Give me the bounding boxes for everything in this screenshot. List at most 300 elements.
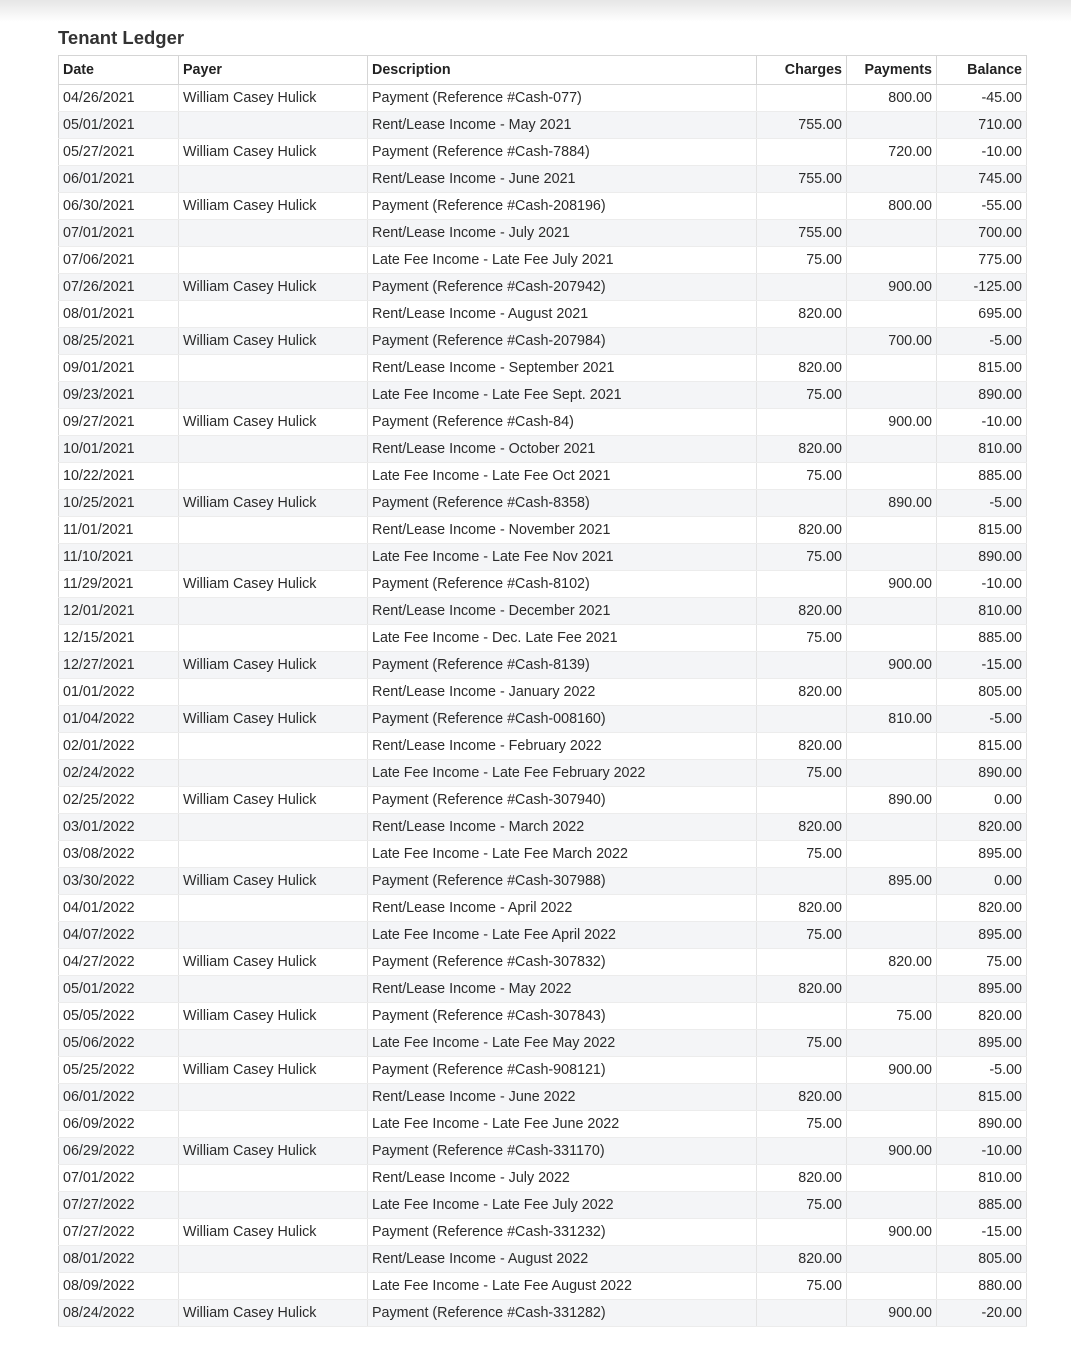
cell-payer: William Casey Hulick (179, 706, 368, 733)
table-row (59, 625, 1027, 652)
cell-payments (847, 1111, 937, 1138)
cell-description: Rent/Lease Income - July 2021 (368, 220, 757, 247)
cell-description: Payment (Reference #Cash-8358) (368, 490, 757, 517)
table-row (59, 1192, 1027, 1219)
cell-description: Payment (Reference #Cash-331232) (368, 1219, 757, 1246)
cell-payer (179, 220, 368, 247)
cell-balance: 895.00 (937, 976, 1027, 1003)
cell-balance: -45.00 (937, 85, 1027, 112)
cell-date: 07/26/2021 (59, 274, 179, 301)
cell-date: 11/10/2021 (59, 544, 179, 571)
cell-payments: 800.00 (847, 193, 937, 220)
cell-payer (179, 841, 368, 868)
cell-balance: 745.00 (937, 166, 1027, 193)
cell-description: Rent/Lease Income - July 2022 (368, 1165, 757, 1192)
cell-payments: 720.00 (847, 139, 937, 166)
cell-description: Rent/Lease Income - August 2021 (368, 301, 757, 328)
cell-balance: 805.00 (937, 1246, 1027, 1273)
cell-charges (757, 949, 847, 976)
table-row (59, 652, 1027, 679)
cell-payer: William Casey Hulick (179, 85, 368, 112)
cell-date: 08/01/2022 (59, 1246, 179, 1273)
cell-balance: 820.00 (937, 1003, 1027, 1030)
cell-date: 08/09/2022 (59, 1273, 179, 1300)
cell-date: 04/27/2022 (59, 949, 179, 976)
table-row (59, 355, 1027, 382)
cell-payments: 810.00 (847, 706, 937, 733)
cell-payments (847, 544, 937, 571)
cell-payments (847, 1246, 937, 1273)
cell-balance: 810.00 (937, 1165, 1027, 1192)
cell-payer (179, 247, 368, 274)
cell-charges: 75.00 (757, 1273, 847, 1300)
cell-payer: William Casey Hulick (179, 949, 368, 976)
table-row (59, 517, 1027, 544)
cell-description: Rent/Lease Income - May 2021 (368, 112, 757, 139)
cell-date: 05/01/2022 (59, 976, 179, 1003)
table-row (59, 571, 1027, 598)
cell-description: Rent/Lease Income - September 2021 (368, 355, 757, 382)
table-row (59, 1165, 1027, 1192)
cell-date: 02/25/2022 (59, 787, 179, 814)
table-row (59, 1057, 1027, 1084)
cell-charges (757, 787, 847, 814)
cell-payer: William Casey Hulick (179, 652, 368, 679)
cell-payments (847, 814, 937, 841)
cell-balance: 710.00 (937, 112, 1027, 139)
cell-date: 09/23/2021 (59, 382, 179, 409)
cell-payer (179, 895, 368, 922)
cell-payments (847, 598, 937, 625)
cell-description: Late Fee Income - Late Fee Oct 2021 (368, 463, 757, 490)
cell-date: 02/24/2022 (59, 760, 179, 787)
header-row (59, 56, 1027, 85)
table-row (59, 787, 1027, 814)
cell-balance: -20.00 (937, 1300, 1027, 1327)
cell-payer: William Casey Hulick (179, 193, 368, 220)
cell-balance: 805.00 (937, 679, 1027, 706)
cell-charges (757, 193, 847, 220)
cell-description: Payment (Reference #Cash-307832) (368, 949, 757, 976)
cell-charges: 820.00 (757, 1084, 847, 1111)
cell-balance: 885.00 (937, 1192, 1027, 1219)
cell-description: Late Fee Income - Late Fee February 2022 (368, 760, 757, 787)
cell-balance: 75.00 (937, 949, 1027, 976)
table-row (59, 1003, 1027, 1030)
cell-payer (179, 679, 368, 706)
table-row (59, 193, 1027, 220)
cell-date: 02/01/2022 (59, 733, 179, 760)
cell-description: Rent/Lease Income - December 2021 (368, 598, 757, 625)
cell-payments (847, 166, 937, 193)
table-row (59, 1300, 1027, 1327)
cell-date: 04/01/2022 (59, 895, 179, 922)
cell-description: Payment (Reference #Cash-908121) (368, 1057, 757, 1084)
cell-payer: William Casey Hulick (179, 1057, 368, 1084)
cell-charges (757, 1300, 847, 1327)
table-row (59, 463, 1027, 490)
cell-charges (757, 328, 847, 355)
cell-payments (847, 895, 937, 922)
cell-date: 09/27/2021 (59, 409, 179, 436)
column-header-payments[interactable]: Payments (847, 56, 937, 85)
cell-payer (179, 733, 368, 760)
cell-date: 07/06/2021 (59, 247, 179, 274)
cell-balance: 815.00 (937, 517, 1027, 544)
cell-balance: -125.00 (937, 274, 1027, 301)
cell-payer: William Casey Hulick (179, 139, 368, 166)
cell-balance: 0.00 (937, 868, 1027, 895)
cell-balance: 810.00 (937, 436, 1027, 463)
cell-balance: 695.00 (937, 301, 1027, 328)
table-row (59, 328, 1027, 355)
cell-payments (847, 679, 937, 706)
cell-balance: -5.00 (937, 1057, 1027, 1084)
cell-balance: 890.00 (937, 382, 1027, 409)
cell-charges: 75.00 (757, 625, 847, 652)
table-row (59, 1219, 1027, 1246)
cell-date: 05/01/2021 (59, 112, 179, 139)
cell-charges (757, 1138, 847, 1165)
cell-date: 11/01/2021 (59, 517, 179, 544)
cell-charges: 820.00 (757, 1246, 847, 1273)
cell-payments: 890.00 (847, 787, 937, 814)
table-row (59, 976, 1027, 1003)
cell-balance: 885.00 (937, 463, 1027, 490)
cell-balance: 815.00 (937, 733, 1027, 760)
cell-payer: William Casey Hulick (179, 490, 368, 517)
cell-date: 07/27/2022 (59, 1192, 179, 1219)
cell-payer (179, 598, 368, 625)
cell-charges: 75.00 (757, 922, 847, 949)
cell-description: Payment (Reference #Cash-307940) (368, 787, 757, 814)
table-row (59, 679, 1027, 706)
cell-date: 07/01/2022 (59, 1165, 179, 1192)
cell-payments: 895.00 (847, 868, 937, 895)
cell-balance: 890.00 (937, 1111, 1027, 1138)
cell-payments: 900.00 (847, 1219, 937, 1246)
cell-balance: -15.00 (937, 1219, 1027, 1246)
cell-description: Payment (Reference #Cash-331282) (368, 1300, 757, 1327)
column-header-description[interactable]: Description (368, 56, 757, 85)
cell-charges (757, 571, 847, 598)
table-row (59, 436, 1027, 463)
cell-balance: 815.00 (937, 1084, 1027, 1111)
cell-date: 08/25/2021 (59, 328, 179, 355)
cell-balance: -10.00 (937, 409, 1027, 436)
cell-date: 06/29/2022 (59, 1138, 179, 1165)
cell-payer (179, 1030, 368, 1057)
cell-date: 05/27/2021 (59, 139, 179, 166)
cell-charges: 755.00 (757, 220, 847, 247)
cell-charges: 820.00 (757, 976, 847, 1003)
cell-payer (179, 436, 368, 463)
cell-payments: 900.00 (847, 409, 937, 436)
table-row (59, 895, 1027, 922)
cell-payer (179, 625, 368, 652)
cell-payments (847, 841, 937, 868)
cell-charges (757, 409, 847, 436)
cell-balance: -10.00 (937, 139, 1027, 166)
cell-payments (847, 247, 937, 274)
cell-date: 06/09/2022 (59, 1111, 179, 1138)
cell-payments: 800.00 (847, 85, 937, 112)
cell-charges: 75.00 (757, 382, 847, 409)
cell-date: 06/01/2021 (59, 166, 179, 193)
cell-date: 03/08/2022 (59, 841, 179, 868)
table-row (59, 1030, 1027, 1057)
cell-payments (847, 1192, 937, 1219)
cell-payer (179, 976, 368, 1003)
cell-payer (179, 382, 368, 409)
cell-description: Payment (Reference #Cash-8102) (368, 571, 757, 598)
cell-charges: 820.00 (757, 436, 847, 463)
cell-balance: 895.00 (937, 841, 1027, 868)
cell-balance: -15.00 (937, 652, 1027, 679)
cell-balance: 890.00 (937, 544, 1027, 571)
cell-description: Rent/Lease Income - March 2022 (368, 814, 757, 841)
column-header-balance[interactable]: Balance (937, 56, 1027, 85)
cell-balance: -5.00 (937, 706, 1027, 733)
cell-description: Rent/Lease Income - November 2021 (368, 517, 757, 544)
cell-payer (179, 544, 368, 571)
cell-date: 06/30/2021 (59, 193, 179, 220)
cell-charges: 75.00 (757, 1192, 847, 1219)
cell-charges: 820.00 (757, 895, 847, 922)
table-row (59, 760, 1027, 787)
table-row (59, 409, 1027, 436)
cell-balance: 775.00 (937, 247, 1027, 274)
cell-charges: 755.00 (757, 112, 847, 139)
cell-charges: 820.00 (757, 598, 847, 625)
table-row (59, 868, 1027, 895)
cell-balance: 0.00 (937, 787, 1027, 814)
cell-payer: William Casey Hulick (179, 1219, 368, 1246)
table-row (59, 949, 1027, 976)
table-row (59, 1138, 1027, 1165)
cell-description: Payment (Reference #Cash-307988) (368, 868, 757, 895)
cell-payments (847, 436, 937, 463)
cell-date: 05/05/2022 (59, 1003, 179, 1030)
cell-balance: -5.00 (937, 490, 1027, 517)
cell-payments (847, 1084, 937, 1111)
cell-payments (847, 1030, 937, 1057)
cell-payer: William Casey Hulick (179, 328, 368, 355)
cell-date: 12/15/2021 (59, 625, 179, 652)
cell-charges: 75.00 (757, 760, 847, 787)
cell-charges (757, 868, 847, 895)
cell-payer (179, 1084, 368, 1111)
cell-date: 01/01/2022 (59, 679, 179, 706)
cell-payments: 75.00 (847, 1003, 937, 1030)
cell-balance: 820.00 (937, 895, 1027, 922)
cell-date: 12/27/2021 (59, 652, 179, 679)
cell-date: 07/01/2021 (59, 220, 179, 247)
column-header-payer[interactable]: Payer (179, 56, 368, 85)
cell-balance: -5.00 (937, 328, 1027, 355)
cell-payments: 900.00 (847, 571, 937, 598)
cell-description: Payment (Reference #Cash-7884) (368, 139, 757, 166)
cell-payments (847, 355, 937, 382)
table-row (59, 1111, 1027, 1138)
table-row (59, 706, 1027, 733)
cell-charges: 820.00 (757, 301, 847, 328)
cell-description: Late Fee Income - Late Fee June 2022 (368, 1111, 757, 1138)
cell-charges: 75.00 (757, 463, 847, 490)
cell-description: Rent/Lease Income - October 2021 (368, 436, 757, 463)
cell-description: Payment (Reference #Cash-331170) (368, 1138, 757, 1165)
table-row (59, 139, 1027, 166)
cell-payments (847, 922, 937, 949)
table-row (59, 1246, 1027, 1273)
cell-balance: 895.00 (937, 1030, 1027, 1057)
cell-description: Payment (Reference #Cash-008160) (368, 706, 757, 733)
cell-balance: 810.00 (937, 598, 1027, 625)
cell-date: 10/22/2021 (59, 463, 179, 490)
cell-payments (847, 220, 937, 247)
cell-balance: 815.00 (937, 355, 1027, 382)
table-row (59, 922, 1027, 949)
cell-description: Rent/Lease Income - April 2022 (368, 895, 757, 922)
ledger-body (59, 85, 1027, 1327)
cell-payments (847, 1165, 937, 1192)
cell-date: 05/06/2022 (59, 1030, 179, 1057)
cell-balance: -10.00 (937, 571, 1027, 598)
cell-payments: 900.00 (847, 1057, 937, 1084)
cell-charges: 75.00 (757, 544, 847, 571)
cell-date: 08/01/2021 (59, 301, 179, 328)
cell-payer (179, 1273, 368, 1300)
cell-date: 04/07/2022 (59, 922, 179, 949)
cell-charges: 75.00 (757, 1111, 847, 1138)
cell-payer (179, 463, 368, 490)
column-header-charges[interactable]: Charges (757, 56, 847, 85)
cell-date: 05/25/2022 (59, 1057, 179, 1084)
table-row (59, 220, 1027, 247)
cell-payments (847, 1273, 937, 1300)
cell-charges: 820.00 (757, 355, 847, 382)
cell-payments (847, 760, 937, 787)
table-row (59, 814, 1027, 841)
cell-date: 10/25/2021 (59, 490, 179, 517)
cell-date: 12/01/2021 (59, 598, 179, 625)
cell-payer (179, 355, 368, 382)
cell-payments (847, 625, 937, 652)
table-row (59, 301, 1027, 328)
cell-payments: 890.00 (847, 490, 937, 517)
cell-description: Late Fee Income - Late Fee Nov 2021 (368, 544, 757, 571)
table-row (59, 112, 1027, 139)
cell-date: 08/24/2022 (59, 1300, 179, 1327)
cell-payments (847, 733, 937, 760)
cell-date: 07/27/2022 (59, 1219, 179, 1246)
cell-date: 04/26/2021 (59, 85, 179, 112)
cell-description: Payment (Reference #Cash-208196) (368, 193, 757, 220)
cell-date: 06/01/2022 (59, 1084, 179, 1111)
table-row (59, 382, 1027, 409)
cell-description: Payment (Reference #Cash-8139) (368, 652, 757, 679)
top-shadow (0, 0, 1071, 22)
cell-date: 01/04/2022 (59, 706, 179, 733)
cell-payments (847, 976, 937, 1003)
cell-payments: 900.00 (847, 1300, 937, 1327)
cell-payments (847, 463, 937, 490)
cell-description: Payment (Reference #Cash-207942) (368, 274, 757, 301)
table-row (59, 274, 1027, 301)
cell-description: Payment (Reference #Cash-077) (368, 85, 757, 112)
cell-payer: William Casey Hulick (179, 571, 368, 598)
table-row (59, 733, 1027, 760)
table-row (59, 841, 1027, 868)
cell-date: 03/01/2022 (59, 814, 179, 841)
cell-payer: William Casey Hulick (179, 868, 368, 895)
cell-charges (757, 490, 847, 517)
table-row (59, 166, 1027, 193)
cell-payer: William Casey Hulick (179, 1003, 368, 1030)
cell-payer (179, 814, 368, 841)
cell-payer: William Casey Hulick (179, 1138, 368, 1165)
cell-charges (757, 1219, 847, 1246)
cell-payer (179, 301, 368, 328)
cell-payer: William Casey Hulick (179, 409, 368, 436)
table-row (59, 85, 1027, 112)
cell-balance: 820.00 (937, 814, 1027, 841)
cell-description: Rent/Lease Income - February 2022 (368, 733, 757, 760)
cell-balance: 700.00 (937, 220, 1027, 247)
cell-description: Late Fee Income - Late Fee Sept. 2021 (368, 382, 757, 409)
cell-description: Late Fee Income - Late Fee May 2022 (368, 1030, 757, 1057)
cell-description: Rent/Lease Income - June 2021 (368, 166, 757, 193)
table-row (59, 247, 1027, 274)
cell-charges: 820.00 (757, 679, 847, 706)
cell-payer (179, 1192, 368, 1219)
cell-payer (179, 760, 368, 787)
cell-charges: 820.00 (757, 1165, 847, 1192)
cell-description: Late Fee Income - Dec. Late Fee 2021 (368, 625, 757, 652)
table-row (59, 544, 1027, 571)
cell-date: 03/30/2022 (59, 868, 179, 895)
cell-description: Late Fee Income - Late Fee August 2022 (368, 1273, 757, 1300)
cell-charges (757, 1057, 847, 1084)
cell-balance: 895.00 (937, 922, 1027, 949)
cell-payments: 900.00 (847, 1138, 937, 1165)
cell-payer (179, 112, 368, 139)
column-header-date[interactable]: Date (59, 56, 179, 85)
cell-payer (179, 166, 368, 193)
cell-date: 09/01/2021 (59, 355, 179, 382)
cell-description: Payment (Reference #Cash-307843) (368, 1003, 757, 1030)
cell-balance: 880.00 (937, 1273, 1027, 1300)
cell-date: 11/29/2021 (59, 571, 179, 598)
cell-payer: William Casey Hulick (179, 1300, 368, 1327)
cell-description: Rent/Lease Income - January 2022 (368, 679, 757, 706)
cell-payer (179, 517, 368, 544)
cell-payer (179, 922, 368, 949)
cell-charges (757, 139, 847, 166)
cell-description: Rent/Lease Income - June 2022 (368, 1084, 757, 1111)
cell-description: Late Fee Income - Late Fee April 2022 (368, 922, 757, 949)
cell-charges: 820.00 (757, 517, 847, 544)
cell-charges: 75.00 (757, 247, 847, 274)
cell-description: Late Fee Income - Late Fee July 2021 (368, 247, 757, 274)
cell-charges: 820.00 (757, 814, 847, 841)
cell-charges (757, 85, 847, 112)
cell-description: Payment (Reference #Cash-207984) (368, 328, 757, 355)
page-title: Tenant Ledger (58, 27, 185, 48)
cell-balance: -55.00 (937, 193, 1027, 220)
cell-payments (847, 517, 937, 544)
cell-charges: 75.00 (757, 1030, 847, 1057)
